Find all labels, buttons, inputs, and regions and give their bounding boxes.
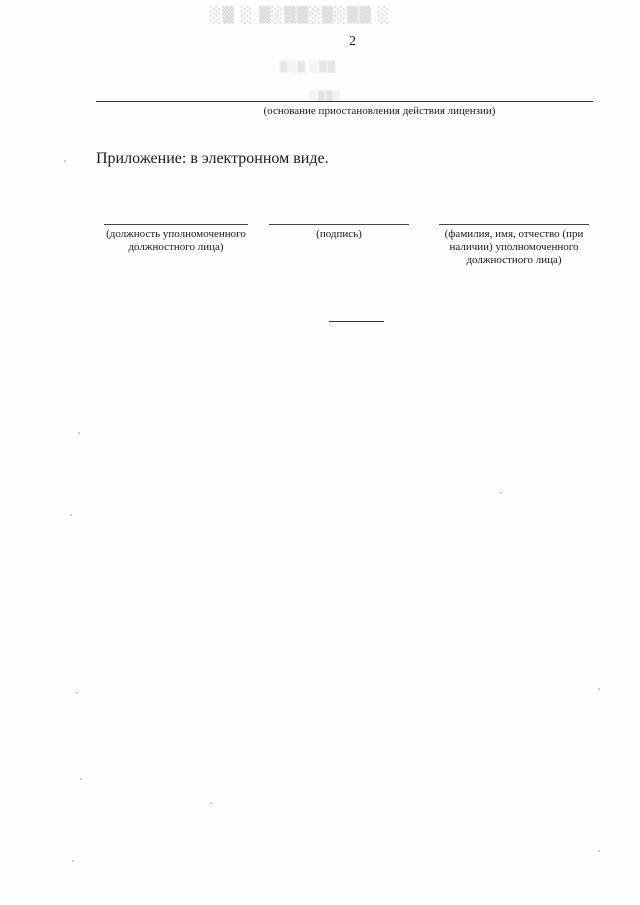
basis-caption: (основание приостановления действия лицензии) bbox=[263, 105, 496, 117]
name-field bbox=[439, 224, 589, 267]
signature-fill-line bbox=[269, 224, 409, 225]
scan-speck bbox=[500, 492, 502, 494]
bleed-through-noise: ░▒ ░ ▒░▒▒░▒░▒▒ ░ bbox=[210, 6, 391, 24]
scan-speck bbox=[70, 514, 72, 516]
document-end-line bbox=[329, 321, 384, 322]
bleed-through-noise: ▒░▒ ░▒▒ bbox=[280, 62, 337, 73]
signature-caption: (подпись) bbox=[316, 228, 362, 240]
scan-speck bbox=[80, 778, 82, 780]
basis-fill-line bbox=[96, 101, 593, 102]
position-field bbox=[104, 224, 248, 254]
scan-speck bbox=[64, 160, 66, 162]
scan-speck bbox=[598, 688, 600, 690]
position-fill-line bbox=[104, 224, 248, 225]
position-caption: (должность уполномоченного должностного лица) bbox=[106, 228, 246, 253]
scan-speck bbox=[78, 432, 80, 434]
appendix-text: Приложение: в электронном виде. bbox=[96, 150, 329, 167]
name-fill-line bbox=[439, 224, 589, 225]
page-number: 2 bbox=[349, 34, 356, 49]
scan-speck bbox=[72, 860, 74, 862]
scan-speck bbox=[598, 850, 600, 852]
scan-speck bbox=[210, 802, 212, 804]
scan-speck bbox=[76, 692, 78, 694]
bleed-through-noise: ░▒▒░ bbox=[310, 92, 342, 102]
signature-field bbox=[269, 224, 409, 241]
name-caption: (фамилия, имя, отчество (при наличии) уполномоченного должностного лица) bbox=[444, 228, 584, 266]
